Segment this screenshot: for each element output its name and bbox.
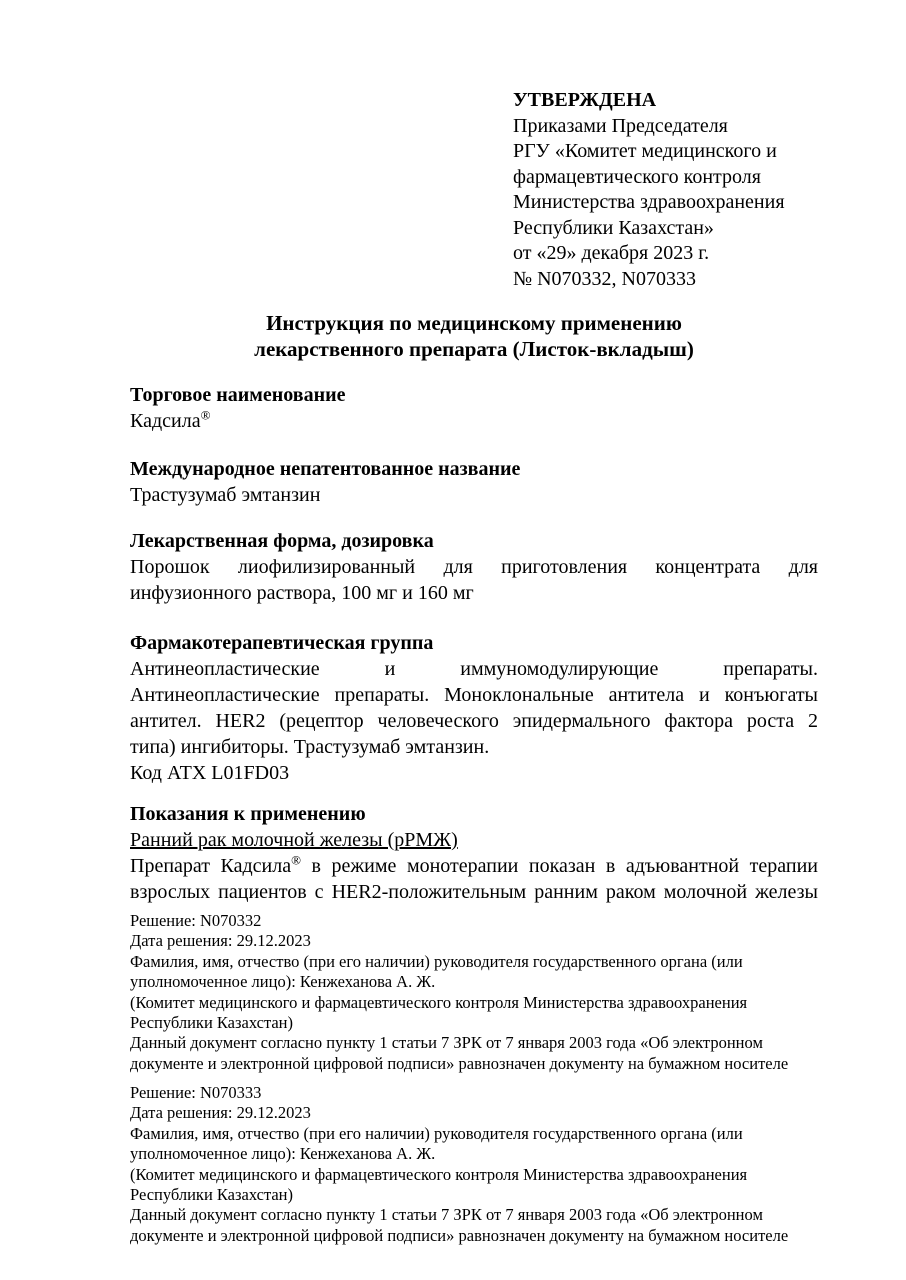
decision-line: Республики Казахстан) [130,1185,294,1205]
pharm-group-line: типа) ингибиторы. Трастузумаб эмтанзин. [130,736,490,758]
decision-line: (Комитет медицинского и фармацевтического контроля Министерства здравоохранения [130,1164,748,1184]
approval-line: фармацевтического контроля [513,165,761,188]
decision-number: Решение: N070333 [130,1083,262,1102]
section-heading-indications: Показания к применению [130,803,366,825]
section-dosage-form [130,528,818,606]
approval-date-line: от «29» декабря 2023 г. [513,242,710,264]
decision-line: уполномоченное лицо): Кенжеханова А. Ж. [130,1144,436,1164]
section-heading-inn: Международное непатентованное название [130,458,521,480]
decision-line: документе и электронной цифровой подписи» равнозначен документу на бумажном носителе [130,1225,789,1245]
registered-trademark-icon: ® [200,407,211,423]
pharm-group-line: Антинеопластические препараты. Моноклональные антитела и конъюгаты [130,684,818,706]
decision-number: Решение: N070332 [130,911,262,930]
decision-line: (Комитет медицинского и фармацевтического контроля Министерства здравоохранения [130,992,748,1012]
section-pharm-group [130,630,818,786]
decision-date: Дата решения: 29.12.2023 [130,931,311,951]
pharm-group-line: антител. HER2 (рецептор человеческого эпидермального фактора роста 2 [130,710,818,732]
document-title-line: Инструкция по медицинскому применению [266,311,682,335]
decision-line: Фамилия, имя, отчество (при его наличии) руководителя государственного органа (или [130,951,743,971]
decision-block-2 [130,1083,860,1246]
section-indications [130,801,818,905]
trade-name-value [130,408,818,434]
document-title [130,310,818,362]
dosage-form-line: инфузионного раствора, 100 мг и 160 мг [130,582,474,604]
decision-line: документе и электронной цифровой подписи» равнозначен документу на бумажном носителе [130,1053,789,1073]
section-heading-trade-name: Торговое наименование [130,384,346,406]
approval-line: Приказами Председателя [513,114,728,137]
approval-stamp-title: УТВЕРЖДЕНА [513,89,657,111]
indications-text: Препарат Кадсила [130,855,292,877]
section-heading-dosage-form: Лекарственная форма, дозировка [130,530,434,552]
pharm-group-line: Антинеопластические и иммуномодулирующие препараты. [130,658,818,680]
decision-line: уполномоченное лицо): Кенжеханова А. Ж. [130,972,436,992]
indications-text: в режиме монотерапии показан в адъювантной терапии [300,855,818,877]
section-inn [130,456,818,508]
approval-line: Министерства здравоохранения [513,191,785,213]
document-title-line: лекарственного препарата (Листок-вкладыш) [254,337,694,361]
atc-code: Код АТХ L01FD03 [130,762,290,784]
decision-line: Данный документ согласно пункту 1 статьи 7 ЗРК от 7 января 2003 года «Об электронном [130,1033,763,1053]
inn-value: Трастузумаб эмтанзин [130,484,321,506]
section-trade-name [130,382,818,434]
approval-line: Республики Казахстан» [513,216,714,239]
decision-date: Дата решения: 29.12.2023 [130,1103,311,1123]
approval-line: РГУ «Комитет медицинского и [513,140,777,162]
section-heading-pharm-group: Фармакотерапевтическая группа [130,632,434,654]
approval-number-line: № N070332, N070333 [513,267,696,290]
indications-paragraph-line [130,853,818,879]
decision-line: Республики Казахстан) [130,1013,294,1033]
trade-name-text: Кадсила [130,410,201,432]
indications-subheading: Ранний рак молочной железы (рРМЖ) [130,829,458,851]
decision-block-1 [130,911,860,1074]
decision-line: Данный документ согласно пункту 1 статьи 7 ЗРК от 7 января 2003 года «Об электронном [130,1205,763,1225]
decision-line: Фамилия, имя, отчество (при его наличии) руководителя государственного органа (или [130,1123,743,1143]
dosage-form-line: Порошок лиофилизированный для приготовления концентрата для [130,556,818,578]
indications-paragraph-line: взрослых пациентов с HER2-положительным ранним раком молочной железы [130,881,818,903]
approval-block [513,88,893,292]
registered-trademark-icon: ® [291,852,301,868]
